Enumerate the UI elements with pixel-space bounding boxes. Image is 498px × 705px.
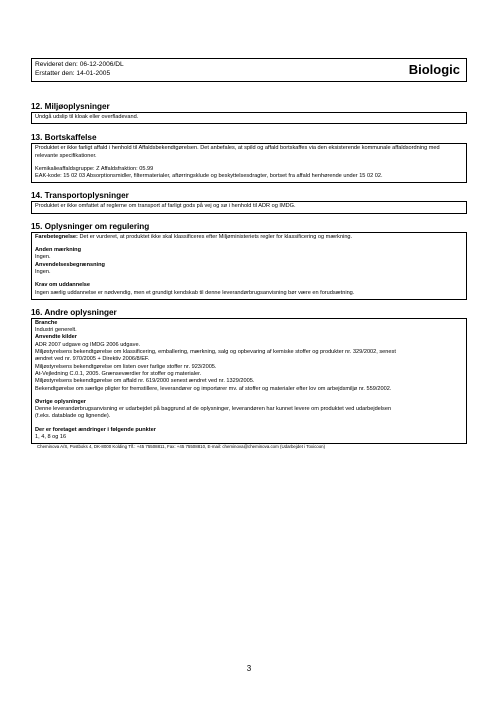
krav-uddannelse-label: Krav om uddannelse: [35, 282, 91, 289]
section-12-box: [31, 112, 467, 124]
revised-date: Revideret den: 06-12-2006/DL: [35, 61, 124, 68]
kilder-line: ADR 2007 udgave og IMDG 2006 udgave.: [35, 341, 141, 348]
ovrige-oplysninger-label: Øvrige oplysninger: [35, 398, 86, 405]
kilder-line: At-Vejledning C.0.1, 2005. Grænseværdier for stoffer og materialer.: [35, 370, 202, 377]
section-16-title: 16. Andre oplysninger: [31, 307, 117, 317]
farebetegnelse-label: Farebetegnelse:: [35, 233, 78, 240]
anvendelsesbegraensning-text: Ingen.: [35, 268, 51, 275]
kilder-line: Bekendtgørelse om særlige pligter for fremstillere, leverandører og importører mv. af stoffer og materialer efter lov om arbejdsmiljø nr. 559/2002.: [35, 385, 392, 392]
replaces-date: Erstatter den: 14-01-2005: [35, 70, 111, 77]
ovrige-line: (f.eks. datablade og lignende).: [35, 413, 111, 420]
farebetegnelse-text: Det er vurderet, at produktet ikke skal klassificeres efter Miljøministeriets regler for klassificering og mærkning.: [77, 233, 353, 240]
branche-label: Branche: [35, 319, 58, 326]
document-header: [31, 58, 467, 82]
page-number: 3: [246, 664, 252, 673]
section-13-line1: Produktet er ikke farligt affald i henhold til Affaldsbekendtgørelsen. Det anbefales, at spild og affald bortskaffes via den eksisterende kommunale affaldsordning med relevante specifikationer.: [35, 145, 440, 159]
kilder-line: Miljøstyrelsens bekendtgørelse om klassificering, emballering, mærkning, salg og opbevaring af kemiske stoffer og produkter nr. 329/2002, senest: [35, 349, 396, 356]
section-14-box: [31, 201, 467, 213]
section-13-title: 13. Bortskaffelse: [31, 133, 97, 143]
kilder-line: Miljøstyrelsens bekendtgørelse om listen over farlige stoffer nr. 923/2005.: [35, 363, 217, 370]
section-15-box: [31, 232, 467, 300]
brand-logo-text: Biologic: [408, 62, 460, 77]
aendringer-label: Der er foretaget ændringer i følgende punkter: [35, 426, 156, 433]
section-13-line2: Kemikalieaffaldsgruppe: Z Affaldsfraktion: 05.99: [35, 165, 154, 172]
section-13-line3: EAK-kode: 15 02 03 Absorptionsmidler, filtermaterialer, aftørringsklude og beskyttelsesdragter, bortset fra affald henhørende under 15 02 02.: [35, 173, 383, 180]
aendringer-text: 1, 4, 8 og 16: [35, 434, 67, 441]
krav-uddannelse-text: Ingen særlig uddannelse er nødvendig, men et grundigt kendskab til denne leverandørbrugsanvisning bør være en forudsætning.: [35, 289, 355, 296]
section-13-box: [31, 143, 467, 183]
ovrige-line: Denne leverandørbrugsanvisning er udarbejdet på baggrund af de oplysninger, leverandøren har kunnet levere om produktet ved udarbejdelsen: [35, 406, 392, 413]
section-15-title: 15. Oplysninger om regulering: [31, 221, 150, 231]
branche-text: Industri generelt.: [35, 327, 77, 334]
document-page: [31, 58, 467, 450]
section-16-box: [31, 318, 467, 444]
kilder-line: Miljøstyrelsens bekendtgørelse om affald nr. 619/2000 senest ændret ved nr. 1329/2005.: [35, 378, 255, 385]
section-12-text: Undgå udslip til kloak eller overfladevand.: [35, 114, 139, 120]
kilder-line: ændret ved nr. 970/2005 + Direktiv 2006/8/EF.: [35, 356, 150, 363]
section-14-text: Produktet er ikke omfattet af reglerne om transport af farligt gods på vej og sø i henhold til ADR og IMDG.: [35, 203, 296, 210]
section-14-title: 14. Transportoplysninger: [31, 191, 129, 201]
anden-maerkning-label: Anden mærkning: [35, 247, 81, 254]
revision-info: [35, 60, 124, 78]
section-12-title: 12. Miljøoplysninger: [31, 102, 110, 111]
anvendelsesbegraensning-label: Anvendelsesbegrænsning: [35, 261, 105, 268]
footer-contact: Cheminova A/S, Postboks 4, DK-8000 Kolding Tlf.: +45 75508811, Fax: +45 75508810, E-mail: cheminova@cheminova.com (Udarbejdet i Toxicoon): [37, 444, 326, 450]
anden-maerkning-text: Ingen.: [35, 254, 51, 261]
farebetegnelse-row: [35, 234, 463, 241]
anvendte-kilder-label: Anvendte kilder: [35, 334, 77, 341]
